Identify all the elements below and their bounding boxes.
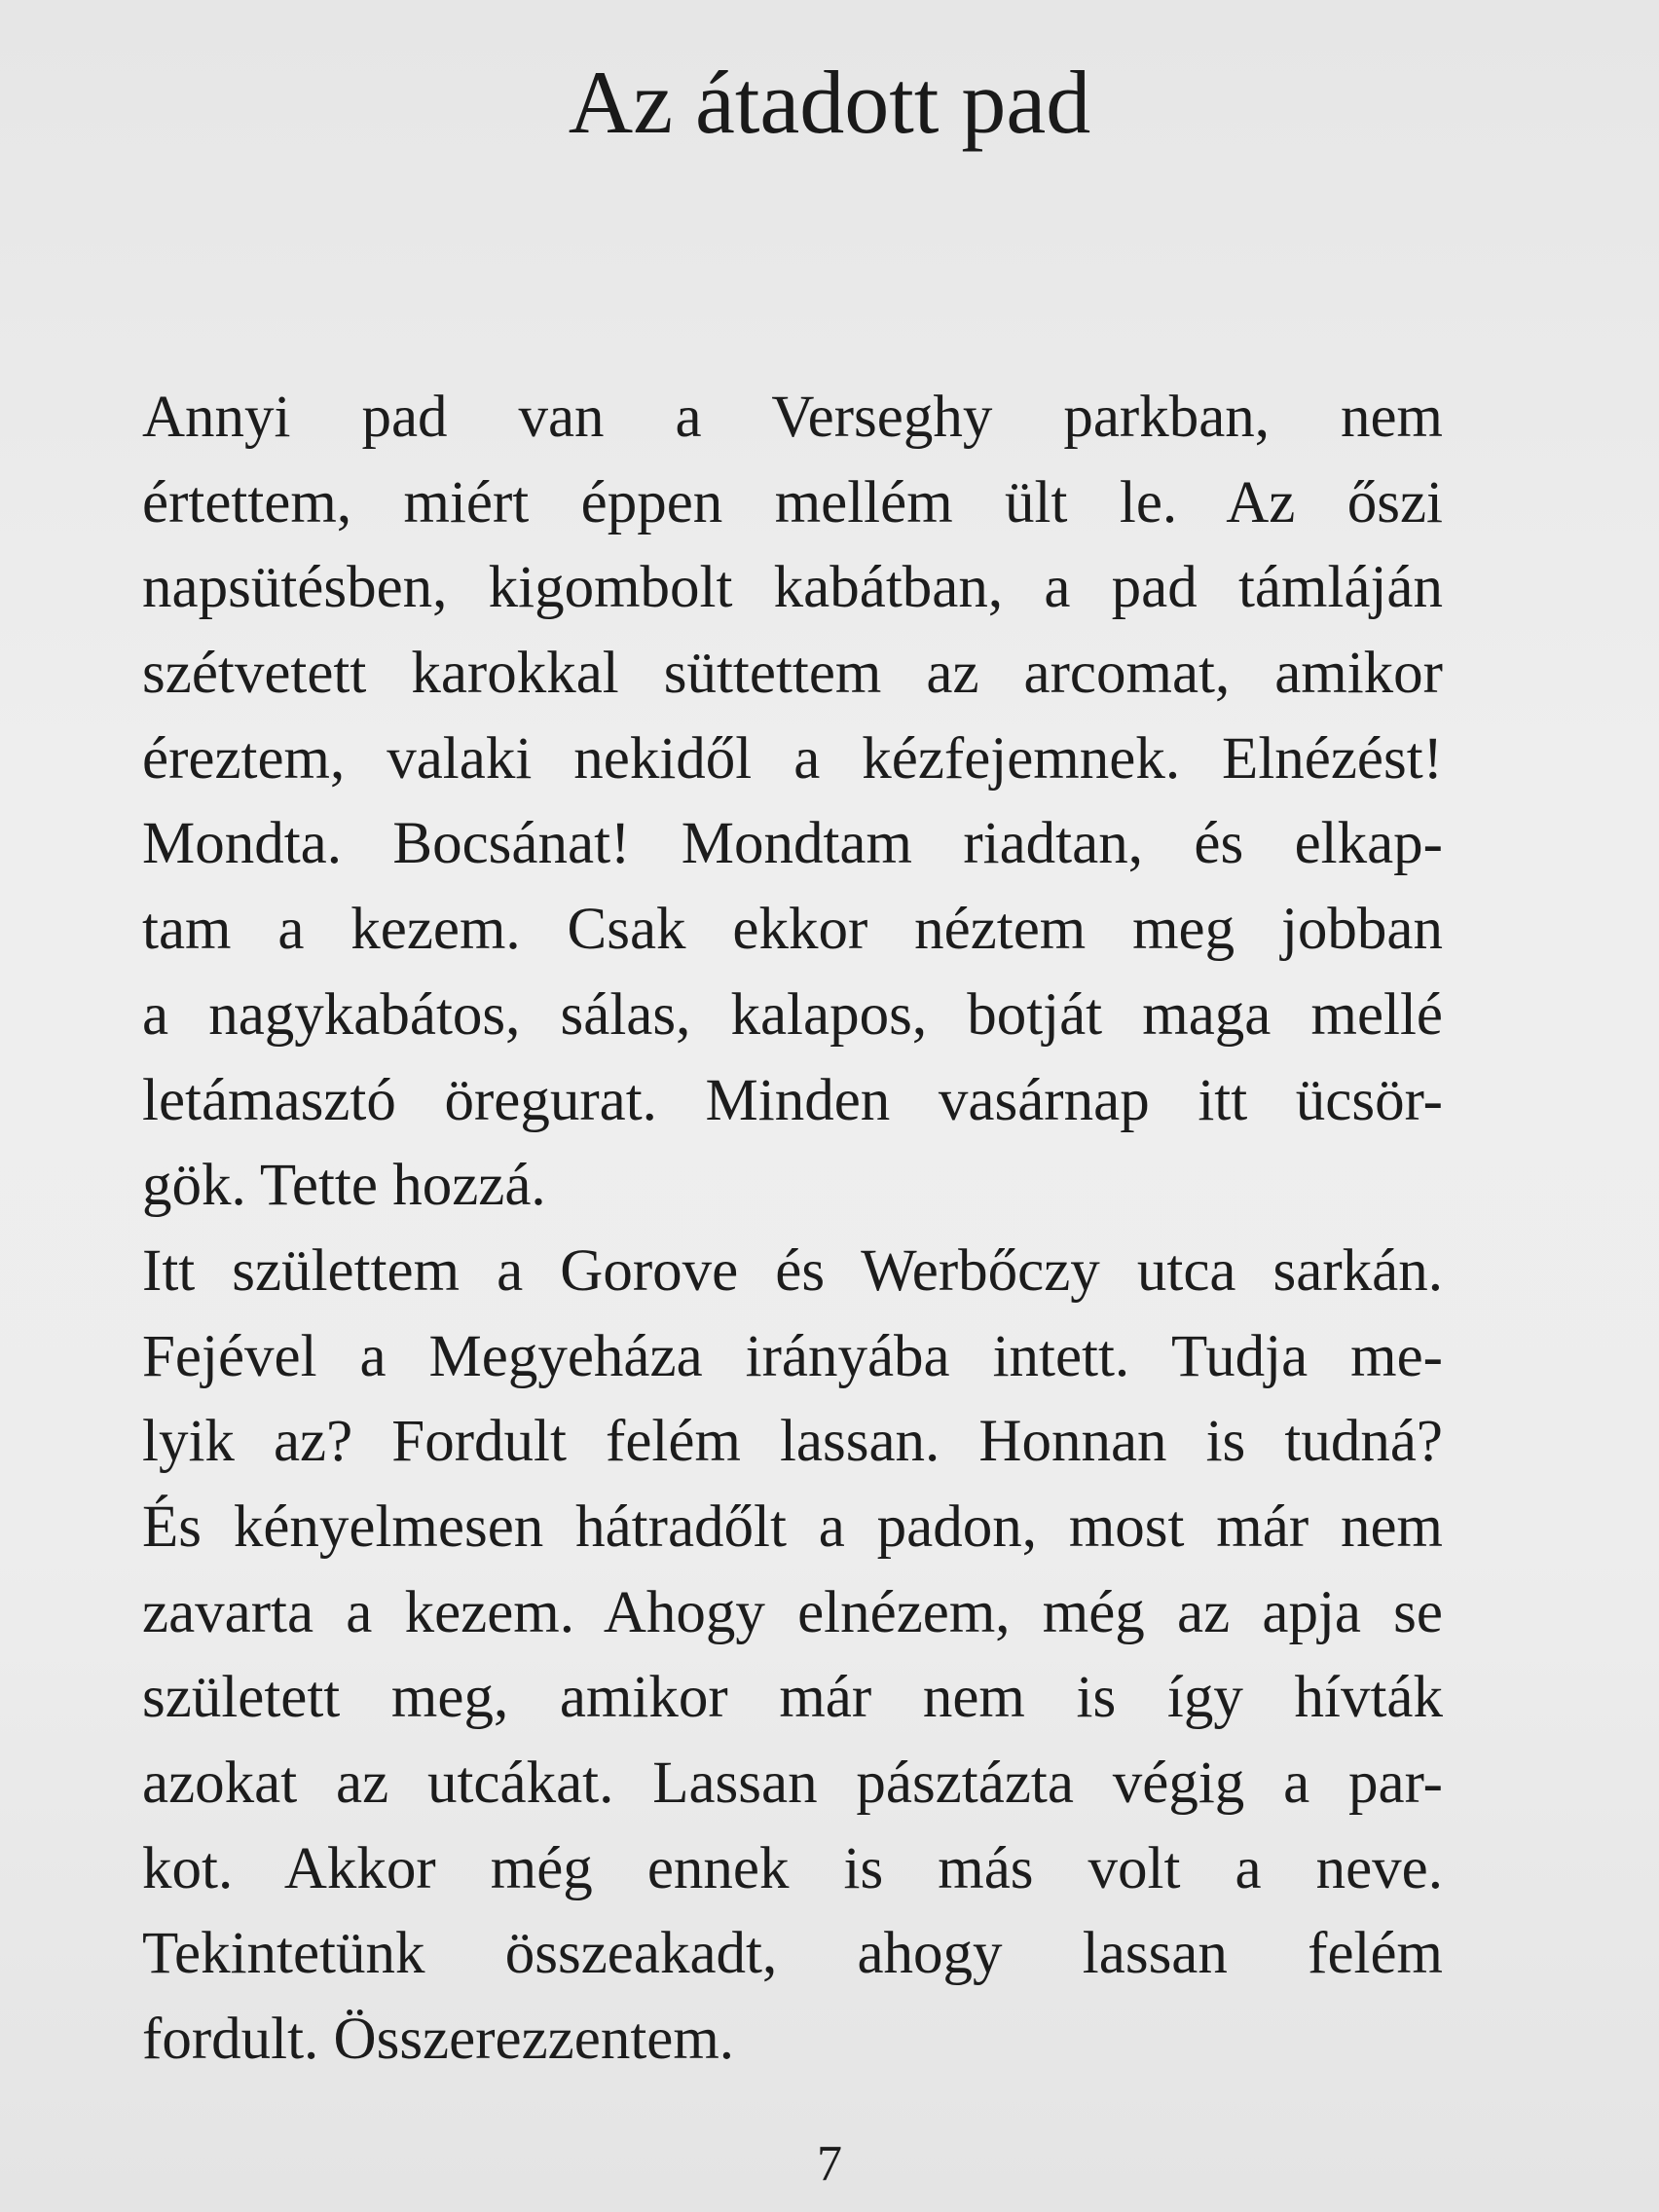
text-line: gök. Tette hozzá. <box>142 1153 546 1219</box>
text-line: fordult. Összerezzentem. <box>142 2007 735 2073</box>
text-line: letámasztó öregurat. Minden vasárnap itt ücsör- <box>142 1067 1443 1133</box>
text-line: értettem, miért éppen mellém ült le. Az őszi <box>142 469 1443 535</box>
text-line: Annyi pad van a Verseghy parkban, nem <box>142 385 1443 450</box>
text-line: tam a kezem. Csak ekkor néztem meg jobban <box>142 897 1443 963</box>
text-line: napsütésben, kigombolt kabátban, a pad támláján <box>142 555 1443 621</box>
text-line: született meg, amikor már nem is így hívták <box>142 1665 1443 1731</box>
text-line: Tekintetünk összeakadt, ahogy lassan felém <box>142 1921 1443 1987</box>
text-line: lyik az? Fordult felém lassan. Honnan is tudná? <box>142 1409 1443 1475</box>
page-number: 7 <box>817 2136 842 2192</box>
text-line: Mondta. Bocsánat! Mondtam riadtan, és elkap- <box>142 811 1443 877</box>
text-line: kot. Akkor még ennek is más volt a neve. <box>142 1835 1443 1901</box>
text-line: zavarta a kezem. Ahogy elnézem, még az apja se <box>142 1579 1443 1645</box>
chapter-title: Az átadott pad <box>568 53 1091 152</box>
text-line: a nagykabátos, sálas, kalapos, botját maga mellé <box>142 981 1443 1048</box>
text-line: Fejével a Megyeháza irányába intett. Tudja me- <box>142 1323 1443 1389</box>
text-line: szétvetett karokkal süttettem az arcomat, amikor <box>142 641 1443 707</box>
body-text <box>142 375 1443 2083</box>
text-line: éreztem, valaki nekidől a kézfejemnek. Elnézést! <box>142 725 1443 792</box>
text-line: És kényelmesen hátradőlt a padon, most már nem <box>142 1493 1443 1560</box>
text-line: azokat az utcákat. Lassan pásztázta végig a par- <box>142 1751 1443 1816</box>
text-line: Itt születtem a Gorove és Werbőczy utca sarkán. <box>142 1237 1443 1304</box>
